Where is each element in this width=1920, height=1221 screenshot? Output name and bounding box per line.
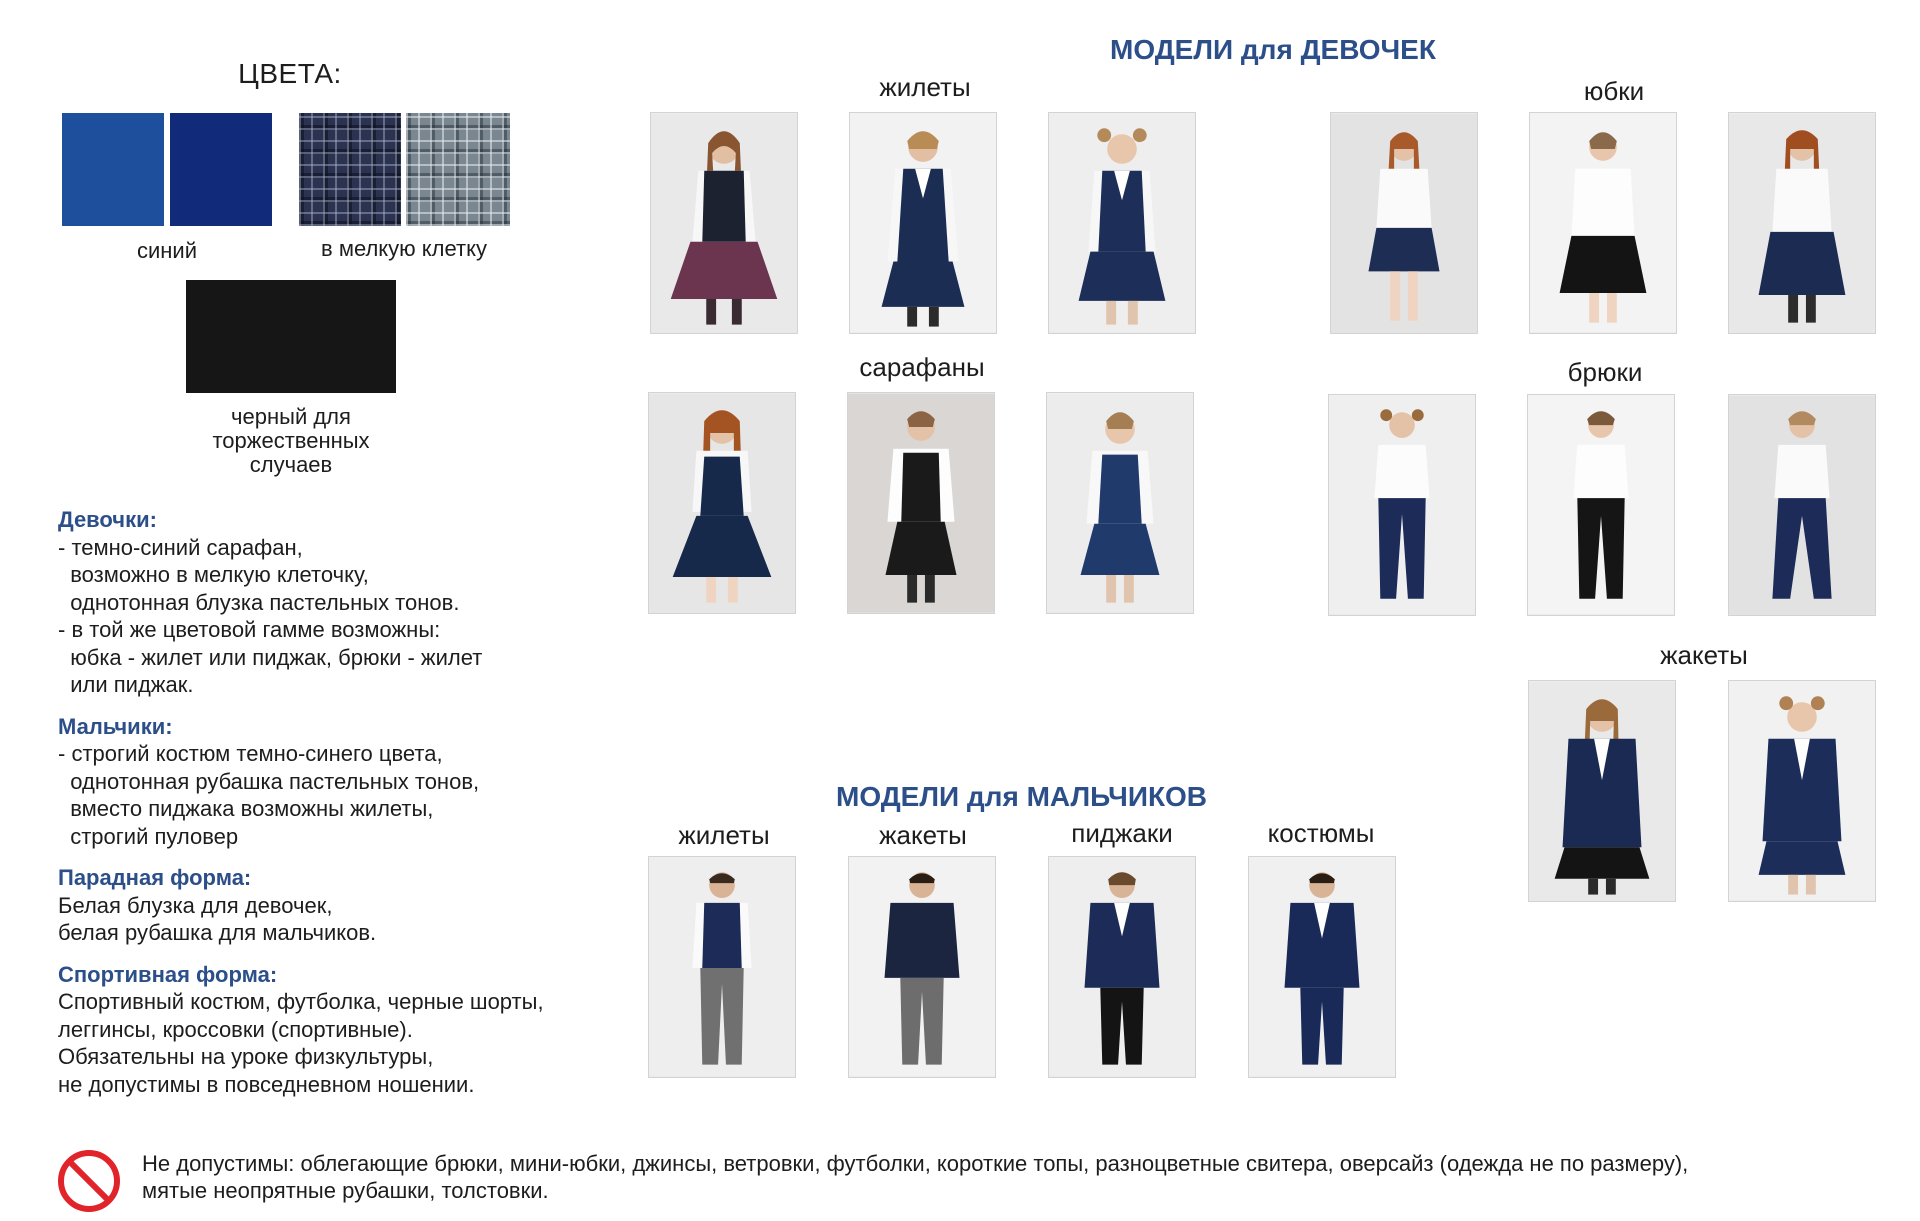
- boys-blazers-label: пиджаки: [1071, 818, 1173, 848]
- prohibited-line: Не допустимы: облегающие брюки, мини-юбки, джинсы, ветровки, футболки, короткие топы, разноцветные свитера, оверсайз (одежда не по размеру),: [142, 1151, 1689, 1176]
- boys-rules: [58, 713, 618, 851]
- swatch-plaid-label: в мелкую клетку: [321, 236, 487, 261]
- girls-rules: [58, 506, 618, 699]
- rule-line: леггинсы, кроссовки (спортивные).: [58, 1016, 413, 1042]
- rule-line: не допустимы в повседневном ношении.: [58, 1071, 475, 1097]
- swatch-black-label-line: черный для: [231, 404, 351, 429]
- rule-line: вместо пиджака возможны жилеты,: [58, 796, 434, 821]
- prohibited-icon: [56, 1148, 122, 1214]
- swatch-black-label: [166, 405, 416, 477]
- rule-line: Обязательны на уроке физкультуры,: [58, 1044, 434, 1069]
- sport-rules: [58, 961, 618, 1099]
- swatch-black-label-line: торжественных: [212, 428, 370, 453]
- girl-sarafan-photo-3: [1046, 392, 1194, 614]
- rule-line: белая рубашка для мальчиков.: [58, 920, 377, 945]
- rule-line: Спортивный костюм, футболка, черные шорты,: [58, 989, 544, 1014]
- girl-trousers-photo-2: [1527, 394, 1675, 616]
- swatch-plaid-light: [406, 113, 510, 226]
- girl-skirt-photo-3: [1728, 112, 1876, 334]
- girl-skirt-photo-1: [1330, 112, 1478, 334]
- prohibited-text: [142, 1150, 1882, 1204]
- parade-rules: [58, 864, 618, 947]
- girls-vests-label: жилеты: [879, 72, 971, 102]
- girls-trousers-label: брюки: [1567, 357, 1643, 387]
- girl-sarafan-photo-1: [648, 392, 796, 614]
- girl-trousers-photo-3: [1728, 394, 1876, 616]
- rule-line: - строгий костюм темно-синего цвета,: [58, 741, 443, 766]
- rule-line: юбка - жилет или пиджак, брюки - жилет: [58, 644, 483, 670]
- rule-line: однотонная рубашка пастельных тонов,: [58, 768, 480, 794]
- rule-line: Белая блузка для девочек,: [58, 892, 333, 918]
- rule-line: или пиджак.: [58, 672, 194, 697]
- swatch-black-label-line: случаев: [249, 452, 333, 477]
- colors-title: ЦВЕТА:: [238, 58, 342, 89]
- rule-line: однотонная блузка пастельных тонов.: [58, 589, 460, 615]
- boy-jacket-photo: [848, 856, 996, 1078]
- rule-line: возможно в мелкую клеточку,: [58, 562, 369, 587]
- boys-vests-label: жилеты: [678, 820, 770, 850]
- boys-heading: Мальчики:: [58, 713, 173, 739]
- girls-skirts-label: юбки: [1583, 76, 1645, 106]
- boys-suits-label: костюмы: [1267, 818, 1375, 848]
- girl-vest-photo-3: [1048, 112, 1196, 334]
- girl-jacket-photo-1: [1528, 680, 1676, 902]
- girl-sarafan-photo-2: [847, 392, 995, 614]
- swatch-black: [186, 280, 396, 393]
- girls-sarafans-label: сарафаны: [859, 352, 985, 382]
- swatch-blue-dark: [170, 113, 272, 226]
- girls-jackets-label: жакеты: [1660, 640, 1748, 670]
- rule-line: - темно-синий сарафан,: [58, 534, 303, 560]
- girl-vest-photo-2: [849, 112, 997, 334]
- swatch-blue-light: [62, 113, 164, 226]
- girl-jacket-photo-2: [1728, 680, 1876, 902]
- swatch-plaid-dark: [299, 113, 401, 226]
- boys-models-title: МОДЕЛИ для МАЛЬЧИКОВ: [836, 781, 1208, 812]
- rule-line: - в той же цветовой гамме возможны:: [58, 617, 441, 642]
- sport-heading: Спортивная форма:: [58, 961, 278, 987]
- parade-heading: Парадная форма:: [58, 865, 252, 890]
- girl-vest-photo-1: [650, 112, 798, 334]
- girls-models-title: МОДЕЛИ для ДЕВОЧЕК: [1110, 34, 1436, 65]
- swatch-blue-label: синий: [136, 238, 198, 263]
- girl-skirt-photo-2: [1529, 112, 1677, 334]
- girls-heading: Девочки:: [58, 507, 157, 532]
- boy-suit-photo: [1248, 856, 1396, 1078]
- boy-blazer-photo: [1048, 856, 1196, 1078]
- boys-jackets-label: жакеты: [879, 820, 967, 850]
- girl-trousers-photo-1: [1328, 394, 1476, 616]
- dress-code-rules: [58, 506, 618, 1108]
- rule-line: строгий пуловер: [58, 823, 239, 849]
- boy-vest-photo: [648, 856, 796, 1078]
- prohibited-line: мятые неопрятные рубашки, толстовки.: [142, 1178, 549, 1203]
